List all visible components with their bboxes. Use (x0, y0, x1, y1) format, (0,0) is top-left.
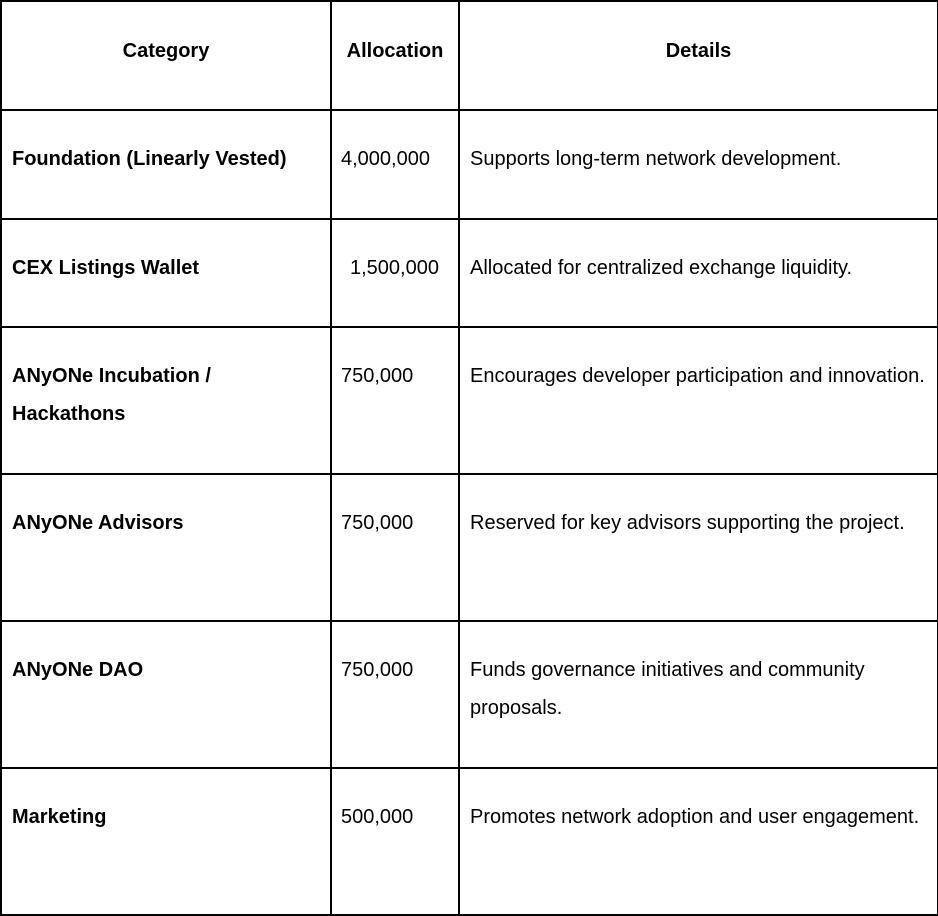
column-header-allocation: Allocation (331, 1, 459, 110)
column-header-category: Category (1, 1, 331, 110)
category-cell: ANyONe Advisors (1, 474, 331, 621)
table-row (1, 327, 938, 474)
category-cell: ANyONe DAO (1, 621, 331, 768)
allocation-cell: 750,000 (331, 621, 459, 768)
table-row (1, 621, 938, 768)
table-row (1, 110, 938, 219)
allocation-cell: 750,000 (331, 327, 459, 474)
details-cell: Funds governance initiatives and community proposals. (459, 621, 938, 768)
category-cell: Foundation (Linearly Vested) (1, 110, 331, 219)
details-cell: Allocated for centralized exchange liquidity. (459, 219, 938, 327)
details-cell: Encourages developer participation and innovation. (459, 327, 938, 474)
allocation-cell: 1,500,000 (331, 219, 459, 327)
category-cell: CEX Listings Wallet (1, 219, 331, 327)
allocation-cell: 4,000,000 (331, 110, 459, 219)
column-header-details: Details (459, 1, 938, 110)
category-cell: ANyONe Incubation / Hackathons (1, 327, 331, 474)
table-row (1, 474, 938, 621)
table-row (1, 768, 938, 915)
details-cell: Supports long-term network development. (459, 110, 938, 219)
table-header (1, 1, 938, 110)
details-cell: Promotes network adoption and user engagement. (459, 768, 938, 915)
table-body (1, 110, 938, 915)
details-cell: Reserved for key advisors supporting the project. (459, 474, 938, 621)
category-cell: Marketing (1, 768, 331, 915)
header-row (1, 1, 938, 110)
allocation-cell: 500,000 (331, 768, 459, 915)
allocation-cell: 750,000 (331, 474, 459, 621)
table-row (1, 219, 938, 327)
